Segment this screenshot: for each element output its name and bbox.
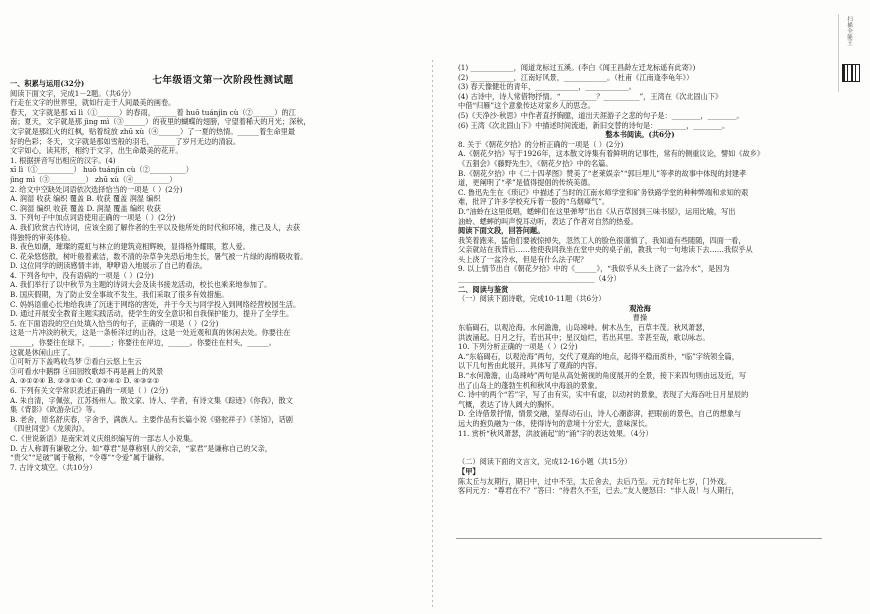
right-text-line: 我笑着跑来，猛他们要被惊掉失，忽然工人的脸色很谨慎了，我知道有些随随，四面一看，	[458, 235, 746, 245]
right-text-line: 头上浇了一盆冷水，但是有什么法子呢？	[458, 254, 588, 264]
left-text-line: ______，你要往在绿下，______；你要往在岸边，______。你要往在村头，______。	[10, 338, 276, 348]
left-text-line: 5. 在下面语段的空白处填入恰当的句子，正确的一项是（ ）(2分)	[10, 318, 219, 328]
left-text-line: 得独特的审美体验。	[10, 232, 75, 242]
right-text-line: 8. 关于《朝花夕拾》的分析正确的一项是（ ）(2分)	[458, 139, 624, 149]
left-text-line: D. 这位同学的朗读感情丰沛，咿咿语入地展示了自己的看法。	[10, 261, 207, 271]
right-text-line: ______________________________________（4分）	[458, 274, 621, 284]
left-text-line: 阅读下面文字，完成1－2题。（共6分）	[10, 88, 136, 98]
right-text-line: A.《朝花夕拾》写于1926年，这本散文诗集有着鲜明的记事性，常有的侧重议论，譬如《故乡》	[458, 149, 765, 159]
left-text-line: B. 国庆假期，为了防止安全事故不发生，我们采取了很多有效措施。	[10, 290, 229, 300]
scanner-watermark	[838, 14, 861, 92]
left-text-line: 好的色彩；冬天，文字就是那如雪般的羽毛，______了岁月无边的清寂。	[10, 136, 241, 146]
right-text-line: 陈太丘与友期行，期日中，过中不至，太丘舍去，去后乃至。元方时年七岁，门外戏。	[458, 476, 732, 486]
left-text-line: B. 夜色如潮，璀璨的霓虹与林立的建筑竞相辉映，显得格外耀眼，惹人爱。	[10, 242, 250, 252]
left-text-line: 4. 下列各句中，没有语病的一项是（ ）(2分)	[10, 270, 154, 280]
right-text-line: (1) ____________，闻道龙标过五溪。(李白《闻王昌龄左迁龙标遥有此寄》)	[458, 63, 696, 72]
left-text-line: 行走在文字的世界里，就如行走于人间最美的画卷。	[10, 98, 176, 108]
right-text-line: 洪波涌起。日月之行，若出其中；星汉灿烂，若出其里。幸甚至哉，歌以咏志。	[458, 332, 710, 342]
left-text-line: 集《背影》《欧游杂记》等。	[10, 405, 100, 415]
right-text-line: D. 全诗借景抒情，情景交融，显得动石山，诗人心潮澎湃，把眼前的景色，自己的想象与	[458, 409, 742, 419]
left-text-line: 7. 古诗文填空。（共10分）	[10, 462, 97, 472]
right-text-line: 二、阅读与鉴赏	[458, 284, 509, 294]
left-text-line: A. 润湿 收获 编织 覆盖 B. 收获 覆盖 润湿 编织	[10, 194, 161, 204]
column-divider	[432, 60, 433, 608]
right-text-line: C. 诗中的两个“若”字，写了由有实，实中有虚，以动衬的景象，表现了大海吞吐日月星辰的	[458, 390, 749, 400]
left-text-line: jìng mì（③__________） zhū xù（④__________）	[10, 174, 177, 184]
right-text-line: 东临碣石，以观沧海。水何澹澹，山岛竦峙。树木丛生，百草丰茂。秋风萧瑟，	[458, 323, 710, 333]
left-text-line: B. 老舍，原名舒庆春，字舍予，满族人。主要作品有长篇小说《骆驼祥子》《茶馆》，话剧	[10, 414, 293, 424]
right-text-line: (4) 古诗中，诗人常借物抒情。“__________？__________”，王湾在《次北固山下》	[458, 91, 723, 101]
right-text-line: A.“东临碣石，以观沧海”两句，交代了观海的地点，起得平稳而质朴，“临”字统领全篇，	[458, 351, 739, 361]
left-text-line: A. 我们欣赏古代诗词，应该全面了解作者的生平以及他所处的时代和环境，推己及人，去获	[10, 222, 301, 232]
left-text-line: 文字如心，读其形，相约于文字，出生命最美的花开。	[10, 146, 183, 156]
right-text-line: B.“水何澹澹，山岛竦峙”两句是从高处俯视的角度展开的全景，接下来四句则由远及近，写	[458, 371, 747, 380]
right-text-line: (5)《天净沙·秋思》中作者直抒胸臆，道出天涯游子之悲的句子是：________，________。	[458, 110, 744, 120]
left-text-line: 1. 根据拼音写出相应的汉字。(4)	[10, 155, 116, 165]
left-text-line: 2. 给文中空缺处词语依次选择恰当的一项是（ ）(2分)	[10, 184, 183, 194]
left-text-line: A. 朱自清，字佩弦，江苏扬州人。散文家、诗人、学者，有诗文集《踪迹》《你我》，散文	[10, 395, 293, 405]
right-text-line: 曹操	[632, 313, 648, 323]
right-text-line: 出了山岛上的蓬勃生机和秋风中海浪的景象。	[458, 380, 602, 390]
left-text-line: 《四世同堂》《龙须沟》。	[10, 424, 90, 434]
right-text-line: 气概，表达了诗人阔大的胸怀。	[458, 399, 559, 409]
right-text-line: 道，更阐明了“孝”是值得提倡的传统美德。	[458, 178, 595, 188]
left-text-line: A. ③①②④ B. ②③①④ C. ③②④① D. ④③②①	[10, 376, 160, 386]
right-text-line: 难，批评了许多学校充斥着一股的“乌烟瘴气”。	[458, 197, 610, 207]
left-text-line: A. 我们举行了以中秋节为主题的诗词大会及读书接龙活动，校长也乘来地参加了。	[10, 280, 272, 290]
right-text-line: 远大的抱负融为一体，使得诗句的意境十分宏大，意味深长。	[458, 418, 653, 428]
right-text-line: 11. 赏析“秋风萧瑟，洪波涌起”的“涌”字的表达效果。（4分）	[458, 428, 653, 438]
left-text-line: C. 润湿 编织 收获 覆盖 D. 润湿 覆盖 编织 收获	[10, 203, 161, 213]
right-text-line: 【甲】	[458, 466, 480, 476]
left-text-line: 文字就是那红火的红枫，贴着绽放 zhū xù（④______）了一夏的热情。______着生命里最	[10, 126, 296, 136]
right-column	[458, 63, 822, 496]
right-text-line: （二）阅读下面的文言文，完成12-16小题（共15分）	[458, 457, 632, 467]
left-text-line: D. 古人称谓有谦敬之分。如“尊君”是尊称别人的父亲，“家君”是谦称自己的父亲，	[10, 443, 272, 453]
right-text-line: (2) ____________，江南好风景，____________。（杜甫《江南逢李龟年》）	[458, 72, 694, 82]
right-text-line: 中借“归雁”这个意象传达对家乡人的思念。	[458, 101, 595, 111]
left-text-line: 南；夏天，文字就是那 jìng mì（③______）的夜里的蝴蝶的翅膀，守望着稀大的月光；深秋，	[10, 117, 311, 127]
answer-area-border	[456, 538, 822, 539]
left-text-line: ③可看水中鹅群 ④田园牧歌却不再是画上的风景	[10, 366, 164, 376]
right-text-line: 整本书阅读。(共6分)	[605, 130, 675, 140]
left-text-line: 6. 下列有关文学常识表述正确的一项是（ ）(2分)	[10, 386, 169, 395]
right-text-line: B.《朝花夕拾》中《二十四孝图》赞美了“老莱娱亲”“郭巨埋儿”等孝的故事中体现的封建孝	[458, 168, 747, 178]
qr-code-icon	[842, 64, 860, 82]
right-text-line: (6) 王湾《次北固山下》中描述时间流逝，新旧交替的诗句是：________，________。	[458, 120, 730, 130]
left-text-line: 3. 下列句子中加点词语使用正确的一项是（ ）(2分)	[10, 213, 176, 223]
right-text-line: （一）阅读下面诗歌，完成10-11题（共6分）	[458, 294, 606, 304]
left-text-line: ①可听万下盖鸣收鸟梦 ②看白云悠上生云	[10, 357, 142, 367]
right-text-line: 9. 以上情节出自《朝花夕拾》中的《______》，“我似乎从头上浇了一盆冷水”，是因为	[458, 264, 730, 274]
right-text-line: 油蛉、蟋蟀的叫声悦耳动听，表达了作者对自然的热爱。	[458, 216, 638, 226]
right-text-line: (3) 春天像健壮的青年，____________，____________。	[458, 82, 636, 92]
left-text-line: 一、积累与运用(32分)	[10, 79, 85, 88]
left-text-line: xī lì（①__________） huō tuánjìn cù（②__________）	[10, 165, 193, 175]
left-text-line: D. 通过开展安全教育主题实践活动，使学生的安全意识和自我保护能力，提升了全学生。	[10, 309, 294, 319]
left-text-line: 这是一片冲淡的秋天，这是一条桥洋过的山谷，这是一处近观和真的休闲去处。你要往在	[10, 328, 291, 338]
right-text-line: 观沧海	[629, 303, 651, 313]
right-text-line: 10. 下列分析正确的一项是（ ）(2分)	[458, 342, 578, 352]
left-column	[10, 78, 410, 472]
right-text-line: 以下几句皆由此展开，具体写了观海的内容。	[458, 361, 602, 371]
right-text-line: 父亲就站在我背后……他使我同我坐在堂中央的桌子前，教我一句一句地读下去……我似乎从	[458, 245, 753, 255]
right-text-line	[458, 438, 822, 448]
scanner-label: 扫描全能王	[846, 16, 852, 46]
left-text-line: C. 妈妈语重心长地给我讲了沉迷于网络的害处，并于今天与同学投入到网络经营校园生活。	[10, 299, 301, 309]
right-text-line: D.“油蛉在这里低唱，蟋蟀们在这里弹琴”出自《从百草园到三味书屋》，运用比喻，写出	[458, 206, 736, 216]
right-text-line: 《五猖会》《藤野先生》，《朝花夕拾》中的名篇。	[458, 158, 613, 168]
right-text-line: 阅读下面文段，回答问题。	[458, 226, 545, 236]
exam-title: 七年级语文第一次阶段性测试题	[152, 75, 294, 86]
left-text-line: C. 花朵悠悠散，树叶般着素洁，数不清的杂草争先恐后地生长，暑气被一片绿的海绵吸收着。	[10, 251, 308, 261]
right-text-line: 客问元方：“尊君在不？”答曰：“待君久不至，已去。”友人便怒曰：“非人哉！与人期行，	[458, 486, 739, 496]
left-text-line: C.《世说新语》是南宋刘义庆组织编写的一部志人小说集。	[10, 433, 198, 443]
right-text-line: C. 鲁迅先生在《琐记》中描述了当时的江南水师学堂和矿务铁路学堂的种种弊端和求知的艰	[458, 187, 749, 197]
left-text-line: “贵父”“足破”属于敬称，“令尊”“令爱”属于谦称。	[10, 453, 169, 463]
left-text-line: 春天，文字就是那 xī lì（①______）的春雨，______着 huō tuánjìn cù（②______）的江	[10, 107, 296, 117]
right-text-line	[458, 448, 822, 458]
left-text-line: 这就是休闲山庄了。	[10, 347, 75, 357]
